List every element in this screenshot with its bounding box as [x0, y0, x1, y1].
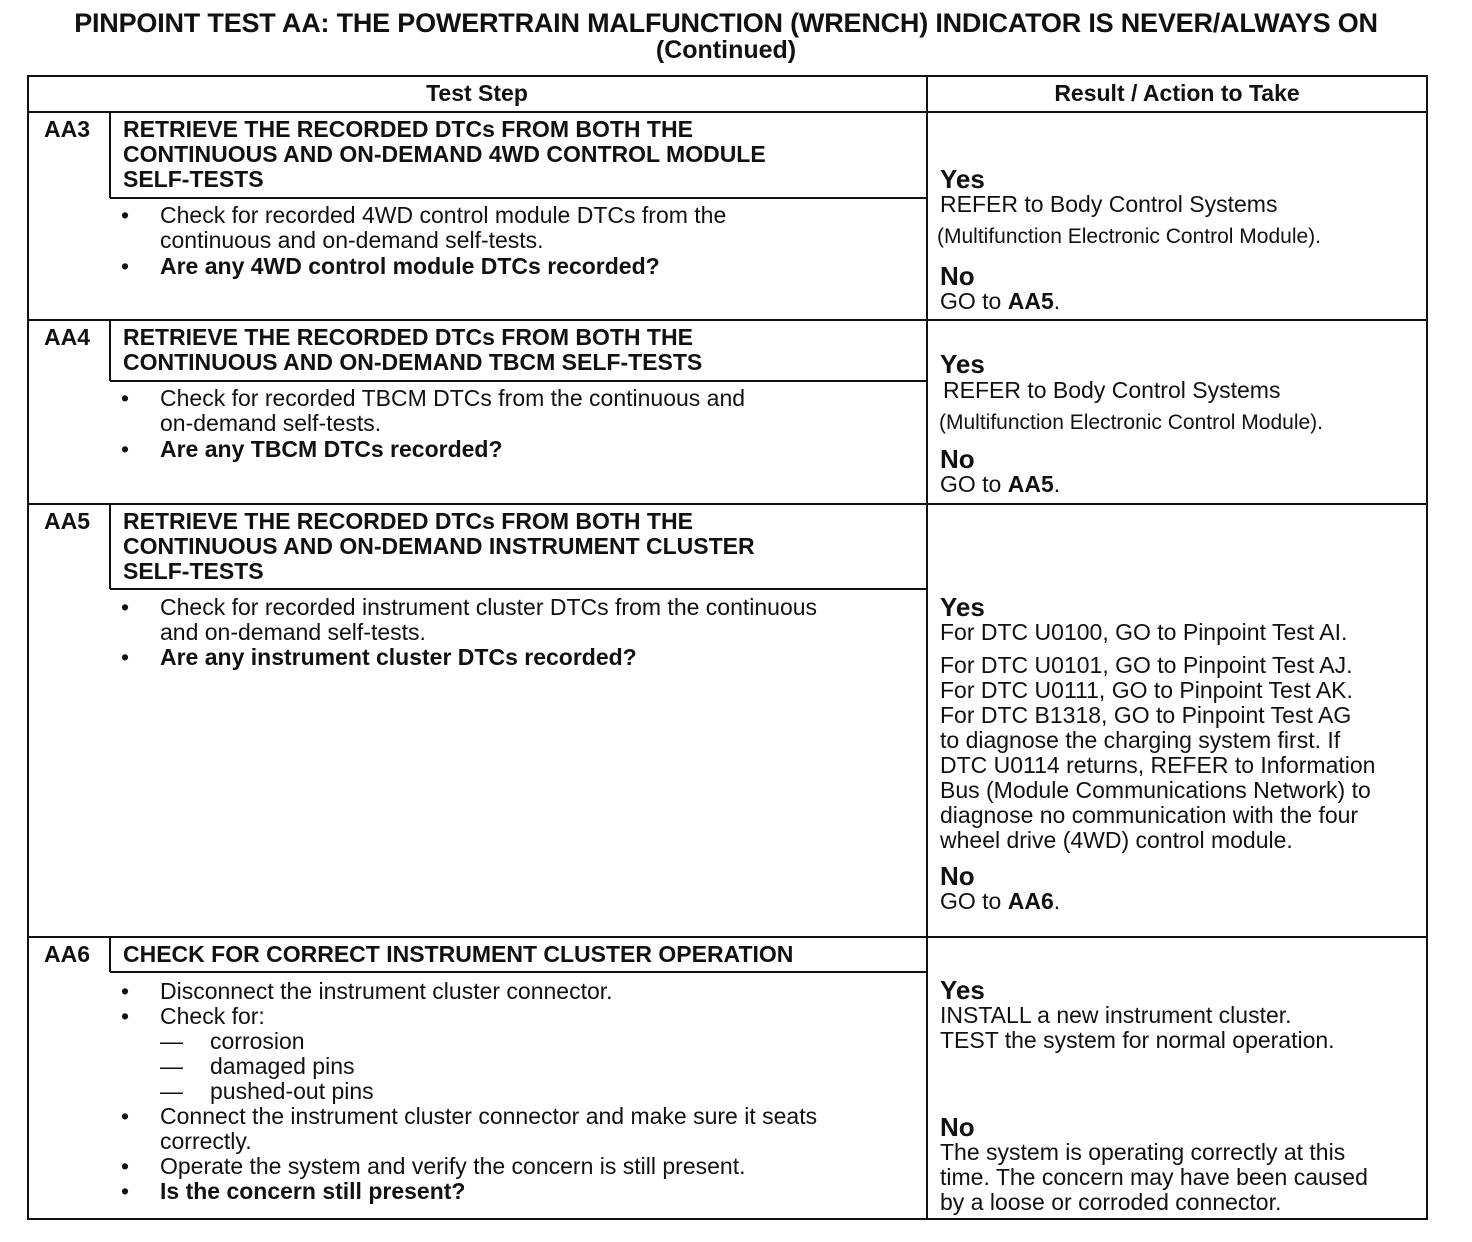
aa5-heading-line-1: RETRIEVE THE RECORDED DTCs FROM BOTH THE: [123, 508, 693, 534]
table-border-bottom: [27, 1218, 1428, 1220]
aa3-heading-line-3: SELF-TESTS: [123, 166, 264, 192]
step-id-aa3: AA3: [44, 116, 91, 142]
column-divider: [926, 75, 928, 1220]
aa6-dash-2-marker: —: [160, 1053, 183, 1079]
aa5-yes-line-7: diagnose no communication with the four: [940, 802, 1359, 828]
aa6-heading-divider: [110, 971, 927, 973]
aa4-bullet-1-line-2: on-demand self-tests.: [160, 410, 382, 436]
aa5-yes-line-4: to diagnose the charging system first. If: [940, 727, 1341, 753]
aa3-bullet-1-line-2: continuous and on-demand self-tests.: [160, 227, 544, 253]
aa4-no-label: No: [940, 444, 975, 474]
aa4-bullet-2-marker: •: [121, 436, 130, 462]
aa6-id-divider: [109, 936, 111, 972]
aa5-bullet-1-marker: •: [121, 594, 130, 620]
aa6-dash-1: corrosion: [210, 1028, 305, 1054]
aa5-yes-line-6: Bus (Module Communications Network) to: [940, 777, 1371, 803]
section-divider-aa6: [27, 936, 1428, 938]
aa5-yes-line-3: For DTC B1318, GO to Pinpoint Test AG: [940, 702, 1352, 728]
aa4-id-divider: [109, 319, 111, 381]
table-border-right: [1426, 75, 1428, 1220]
aa6-bullet-2-marker: •: [121, 1003, 130, 1029]
table-border-top: [27, 75, 1428, 77]
aa6-no-line-3: by a loose or corroded connector.: [940, 1189, 1282, 1215]
aa5-yes-label: Yes: [940, 592, 985, 622]
aa6-dash-3: pushed-out pins: [210, 1078, 374, 1104]
aa6-bullet-5-marker: •: [121, 1178, 130, 1204]
header-divider: [27, 111, 1428, 113]
aa5-bullet-1-line-2: and on-demand self-tests.: [160, 619, 426, 645]
section-divider-aa4: [27, 319, 1428, 321]
aa5-yes-line-2: For DTC U0111, GO to Pinpoint Test AK.: [940, 677, 1353, 703]
aa4-heading-line-2: CONTINUOUS AND ON-DEMAND TBCM SELF-TESTS: [123, 349, 703, 375]
aa6-bullet-4: Operate the system and verify the concern is still present.: [160, 1153, 746, 1179]
aa5-no-line: GO to AA6.: [940, 888, 1061, 914]
aa3-no-label: No: [940, 261, 975, 291]
aa5-heading-line-2: CONTINUOUS AND ON-DEMAND INSTRUMENT CLUSTER: [123, 533, 755, 559]
aa3-bullet-2-marker: •: [121, 253, 130, 279]
aa6-no-line-1: The system is operating correctly at this: [940, 1139, 1346, 1165]
aa6-yes-label: Yes: [940, 975, 985, 1005]
page-subtitle: (Continued): [655, 36, 797, 64]
aa5-yes-line-5: DTC U0114 returns, REFER to Information: [940, 752, 1376, 778]
aa6-yes-line-2: TEST the system for normal operation.: [940, 1027, 1335, 1053]
aa4-heading-line-1: RETRIEVE THE RECORDED DTCs FROM BOTH THE: [123, 324, 693, 350]
section-divider-aa5: [27, 503, 1428, 505]
aa5-yes-first-line: For DTC U0100, GO to Pinpoint Test AI.: [940, 619, 1348, 645]
aa3-yes-line-1: REFER to Body Control Systems: [940, 191, 1278, 217]
aa6-heading-line-1: CHECK FOR CORRECT INSTRUMENT CLUSTER OPERATION: [123, 941, 794, 967]
aa3-yes-line-2: (Multifunction Electronic Control Module).: [937, 225, 1321, 248]
aa3-bullet-1-line-1: Check for recorded 4WD control module DTCs from the: [160, 202, 727, 228]
aa5-bullet-1-line-1: Check for recorded instrument cluster DTCs from the continuous: [160, 594, 818, 620]
aa6-dash-2: damaged pins: [210, 1053, 355, 1079]
header-result: Result / Action to Take: [1054, 80, 1300, 106]
aa6-question: Is the concern still present?: [160, 1178, 466, 1204]
aa6-no-label: No: [940, 1112, 975, 1142]
aa4-question: Are any TBCM DTCs recorded?: [160, 436, 503, 462]
aa3-id-divider: [109, 111, 111, 198]
aa5-id-divider: [109, 503, 111, 589]
aa3-yes-label: Yes: [940, 164, 985, 194]
aa3-bullet-1-marker: •: [121, 202, 130, 228]
aa4-bullet-1-line-1: Check for recorded TBCM DTCs from the continuous and: [160, 385, 746, 411]
aa4-yes-label: Yes: [940, 349, 985, 379]
aa5-heading-divider: [110, 588, 927, 590]
aa3-question: Are any 4WD control module DTCs recorded?: [160, 253, 660, 279]
aa5-yes-line-8: wheel drive (4WD) control module.: [940, 827, 1293, 853]
aa6-bullet-1: Disconnect the instrument cluster connector.: [160, 978, 613, 1004]
aa6-bullet-4-marker: •: [121, 1153, 130, 1179]
aa5-bullet-2-marker: •: [121, 644, 130, 670]
page-title: PINPOINT TEST AA: THE POWERTRAIN MALFUNCTION (WRENCH) INDICATOR IS NEVER/ALWAYS ON: [74, 8, 1378, 38]
aa5-question: Are any instrument cluster DTCs recorded?: [160, 644, 637, 670]
table-border-left: [27, 75, 29, 1220]
aa3-heading-line-1: RETRIEVE THE RECORDED DTCs FROM BOTH THE: [123, 116, 693, 142]
aa6-bullet-3-line-1: Connect the instrument cluster connector and make sure it seats: [160, 1103, 818, 1129]
step-id-aa6: AA6: [44, 941, 91, 967]
aa6-dash-3-marker: —: [160, 1078, 183, 1104]
aa5-yes-line-1: For DTC U0101, GO to Pinpoint Test AJ.: [940, 652, 1353, 678]
step-id-aa4: AA4: [44, 324, 91, 350]
step-id-aa5: AA5: [44, 508, 91, 534]
aa3-heading-line-2: CONTINUOUS AND ON-DEMAND 4WD CONTROL MODULE: [123, 141, 766, 167]
aa4-yes-line-2: (Multifunction Electronic Control Module).: [939, 411, 1323, 434]
aa5-heading-line-3: SELF-TESTS: [123, 558, 264, 584]
aa6-no-line-2: time. The concern may have been caused: [940, 1164, 1368, 1190]
aa4-bullet-1-marker: •: [121, 385, 130, 411]
aa6-bullet-3-marker: •: [121, 1103, 130, 1129]
aa6-bullet-2: Check for:: [160, 1003, 265, 1029]
aa4-yes-line-1: REFER to Body Control Systems: [943, 377, 1281, 403]
aa6-yes-line-1: INSTALL a new instrument cluster.: [940, 1002, 1292, 1028]
aa6-dash-1-marker: —: [160, 1028, 183, 1054]
aa6-bullet-1-marker: •: [121, 978, 130, 1004]
aa3-heading-divider: [110, 197, 927, 199]
header-test-step: Test Step: [426, 80, 528, 106]
aa6-bullet-3-line-2: correctly.: [160, 1128, 252, 1154]
aa5-no-label: No: [940, 861, 975, 891]
aa3-no-line: GO to AA5.: [940, 288, 1061, 314]
aa4-no-line: GO to AA5.: [940, 471, 1061, 497]
aa4-heading-divider: [110, 380, 927, 382]
